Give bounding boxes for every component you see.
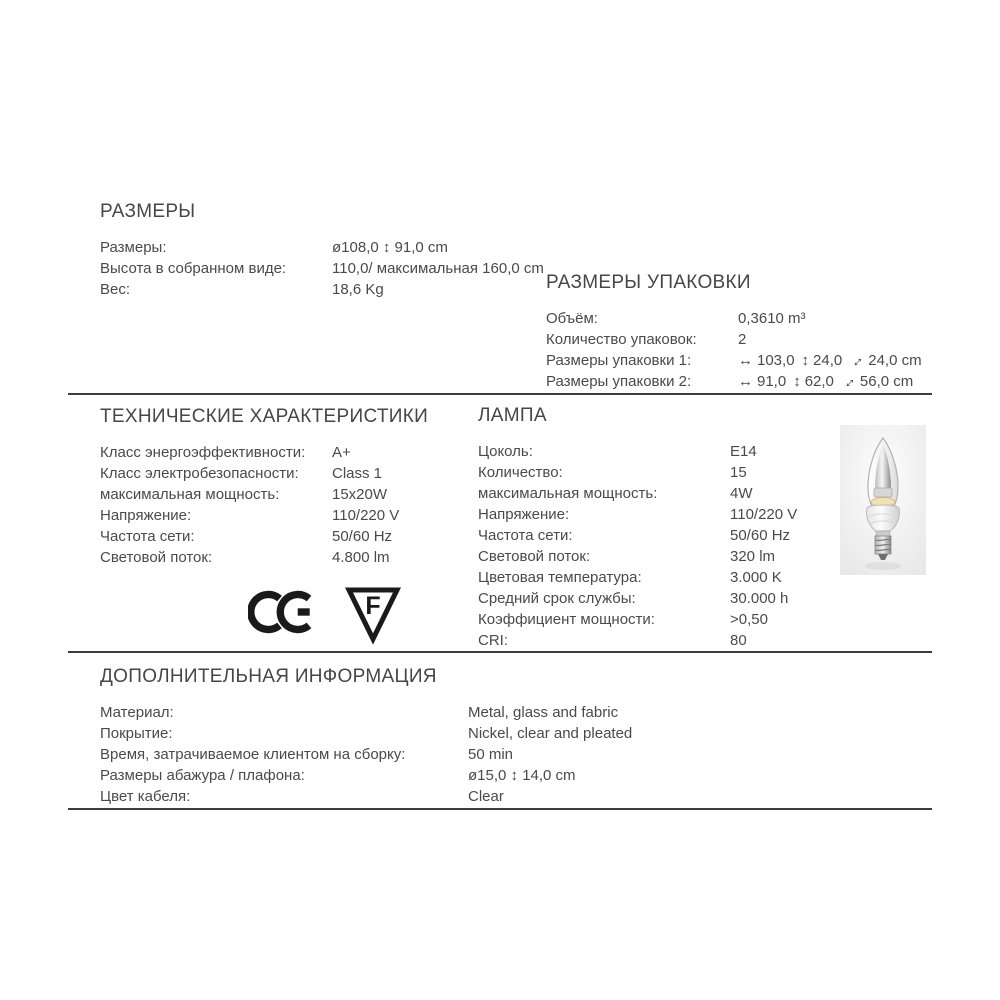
spec-value: 4.800 lm: [332, 549, 390, 566]
spec-label: Класс энергоэффективности:: [100, 444, 306, 461]
spec-value: Clear: [468, 788, 504, 805]
spec-value: Metal, glass and fabric: [468, 704, 619, 721]
spec-value: 50/60 Hz: [730, 527, 791, 544]
bulb-product-image: [840, 425, 926, 575]
spec-label: Частота сети:: [478, 527, 573, 544]
spec-value: E14: [730, 443, 757, 460]
spec-label: максимальная мощность:: [478, 485, 658, 502]
spec-row: [546, 329, 946, 350]
spec-label: Напряжение:: [478, 506, 570, 523]
spec-label: Световой поток:: [100, 549, 213, 566]
spec-label: Материал:: [100, 704, 174, 721]
spec-value: >0,50: [730, 611, 768, 628]
spec-row: [100, 258, 560, 279]
spec-value: Class 1: [332, 465, 383, 482]
spec-label: Время, затрачиваемое клиентом на сборку:: [100, 746, 406, 763]
spec-value: ø15,0 ↕ 14,0 cm: [468, 767, 576, 784]
spec-value: 110,0/ максимальная 160,0 cm: [332, 260, 544, 277]
section-dimensions: [100, 201, 560, 300]
spec-label: Коэффициент мощности:: [478, 611, 655, 628]
spec-value: 80: [730, 632, 747, 649]
section-package: [546, 272, 946, 392]
spec-row: [100, 279, 560, 300]
spec-value: 110/220 V: [332, 507, 400, 524]
section-technical: [100, 406, 480, 568]
section-title-package: РАЗМЕРЫ УПАКОВКИ: [546, 272, 751, 293]
spec-row: [100, 505, 480, 526]
spec-label: Средний срок службы:: [478, 590, 636, 607]
spec-value: 15x20W: [332, 486, 388, 503]
package-depth: 56,0 cm: [859, 373, 914, 390]
spec-value: [738, 371, 946, 392]
spec-label: Покрытие:: [100, 725, 173, 742]
spec-row: [546, 308, 946, 329]
divider: [68, 393, 932, 395]
height-arrow-icon: ↕: [793, 373, 801, 390]
section-title-lamp: ЛАМПА: [478, 405, 547, 426]
spec-row: [478, 630, 838, 651]
spec-value: 320 lm: [730, 548, 776, 565]
spec-row: [100, 702, 720, 723]
spec-label: Класс электробезопасности:: [100, 465, 299, 482]
spec-value: 2: [738, 331, 747, 348]
spec-value: A+: [332, 444, 351, 461]
svg-text:F: F: [365, 592, 381, 620]
package-height: 62,0: [804, 373, 834, 390]
height-arrow-icon: ↕: [801, 352, 810, 369]
spec-row: [478, 441, 838, 462]
spec-value: [738, 350, 946, 371]
spec-value: 50 min: [468, 746, 514, 763]
package-width: 103,0: [757, 352, 795, 369]
spec-label: Частота сети:: [100, 528, 195, 545]
spec-value: 50/60 Hz: [332, 528, 393, 545]
spec-label: Световой поток:: [478, 548, 591, 565]
spec-row: [478, 483, 838, 504]
divider: [68, 808, 932, 810]
spec-label: CRI:: [478, 632, 508, 649]
width-arrow-icon: ↔: [738, 352, 753, 369]
spec-row: [546, 350, 946, 371]
spec-row: [100, 547, 480, 568]
spec-row: [100, 765, 720, 786]
spec-value: 0,3610 m³: [738, 310, 806, 327]
section-title-technical: ТЕХНИЧЕСКИЕ ХАРАКТЕРИСТИКИ: [100, 406, 429, 427]
width-arrow-icon: ↔: [738, 373, 753, 390]
section-additional: [100, 666, 720, 807]
spec-label: Цоколь:: [478, 443, 533, 460]
spec-row: [100, 463, 480, 484]
section-lamp: [478, 405, 838, 651]
spec-value: Nickel, clear and pleated: [468, 725, 633, 742]
spec-row: [100, 526, 480, 547]
certification-marks: [248, 585, 448, 645]
spec-value: 30.000 h: [730, 590, 789, 607]
spec-label: Размеры абажура / плафона:: [100, 767, 305, 784]
spec-label: Высота в собранном виде:: [100, 260, 287, 277]
spec-label: Вес:: [100, 281, 131, 298]
spec-label: Размеры упаковки 1:: [546, 352, 692, 369]
ce-mark-icon: [248, 589, 318, 635]
spec-label: Количество:: [478, 464, 563, 481]
package-depth: 24,0 cm: [868, 352, 922, 369]
spec-row: [100, 744, 720, 765]
depth-arrow-icon: ↔: [845, 349, 869, 372]
spec-label: Цвет кабеля:: [100, 788, 191, 805]
spec-row: [478, 567, 838, 588]
spec-row: [100, 484, 480, 505]
spec-row: [100, 237, 560, 258]
spec-label: Размеры:: [100, 239, 167, 256]
spec-row: [478, 546, 838, 567]
spec-value: 3.000 K: [730, 569, 782, 586]
spec-row: [478, 504, 838, 525]
spec-row: [100, 442, 480, 463]
package-height: 24,0: [813, 352, 843, 369]
section-title-additional: ДОПОЛНИТЕЛЬНАЯ ИНФОРМАЦИЯ: [100, 666, 437, 687]
spec-row: [100, 786, 720, 807]
spec-value: ø108,0 ↕ 91,0 cm: [332, 239, 448, 256]
spec-row: [478, 588, 838, 609]
f-mark-triangle-icon: [345, 585, 401, 645]
spec-row: [478, 609, 838, 630]
depth-arrow-icon: ↔: [837, 370, 860, 393]
spec-value: 4W: [730, 485, 753, 502]
spec-row: [478, 525, 838, 546]
spec-label: Цветовая температура:: [478, 569, 642, 586]
spec-value: 18,6 Kg: [332, 281, 384, 298]
spec-label: максимальная мощность:: [100, 486, 280, 503]
spec-value: 15: [730, 464, 747, 481]
section-title-dimensions: РАЗМЕРЫ: [100, 201, 196, 222]
spec-label: Напряжение:: [100, 507, 192, 524]
spec-row: [478, 462, 838, 483]
package-width: 91,0: [757, 373, 787, 390]
spec-row: [546, 371, 946, 392]
spec-label: Количество упаковок:: [546, 331, 697, 348]
divider: [68, 651, 932, 653]
spec-value: 110/220 V: [730, 506, 798, 523]
spec-row: [100, 723, 720, 744]
spec-label: Размеры упаковки 2:: [546, 373, 692, 390]
spec-label: Объём:: [546, 310, 598, 327]
